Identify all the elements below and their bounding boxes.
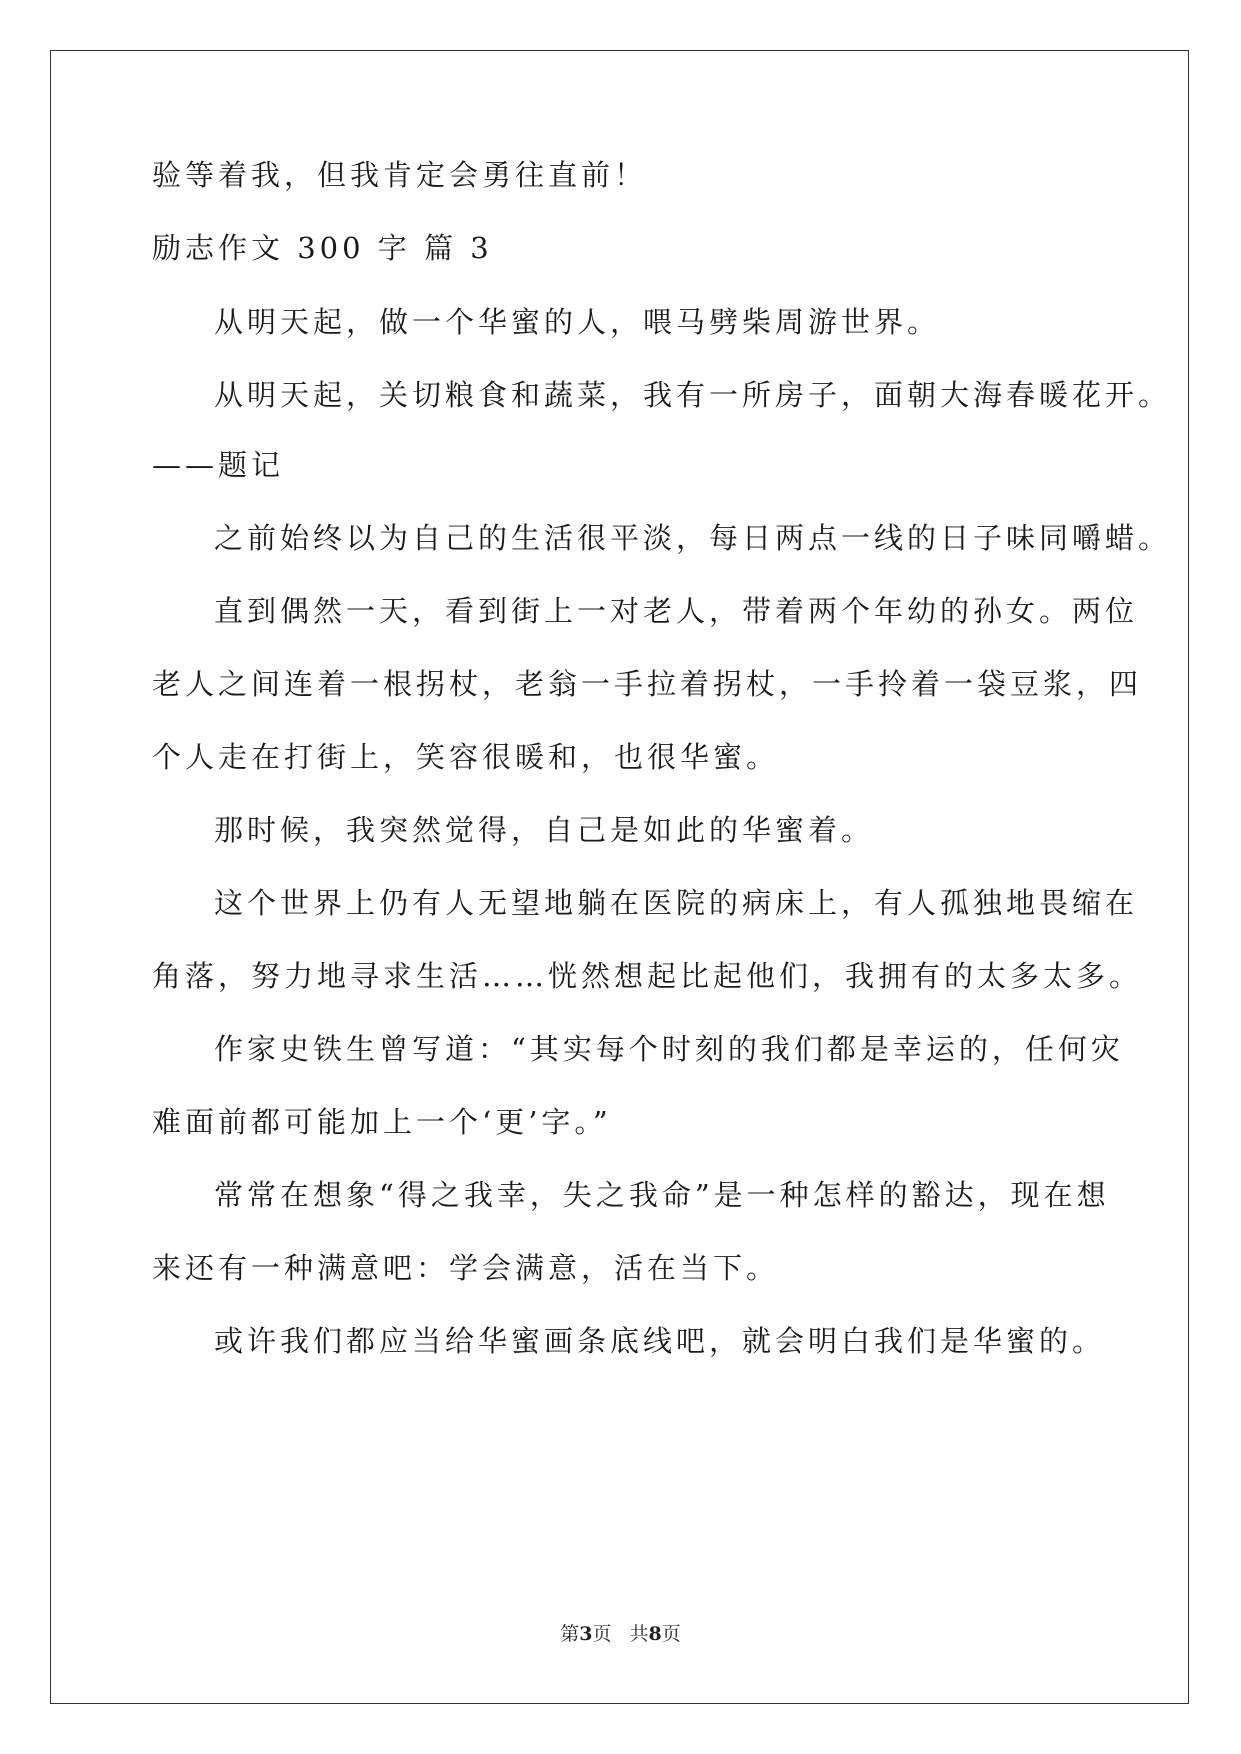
text-line: 那时候，我突然觉得，自己是如此的华蜜着。 (214, 813, 875, 847)
text-line: 个人走在打街上，笑容很暖和，也很华蜜。 (152, 740, 780, 774)
text-line: 老人之间连着一根拐杖，老翁一手拉着拐杖，一手拎着一袋豆浆，四 (152, 667, 1143, 701)
text-line: 作家史铁生曾写道：“其实每个时刻的我们都是幸运的，任何灾 (214, 1032, 1124, 1066)
text-line: 难面前都可能加上一个‘更’字。” (152, 1105, 612, 1139)
total-prefix: 共 (629, 1623, 649, 1645)
page-footer (0, 1622, 1241, 1646)
page-suffix: 页 (592, 1623, 612, 1645)
text-line: 来还有一种满意吧：学会满意，活在当下。 (152, 1251, 780, 1285)
epigraph-attribution: ——题记 (152, 448, 285, 482)
text-line: 直到偶然一天，看到街上一对老人，带着两个年幼的孙女。两位 (214, 594, 1139, 628)
total-suffix: 页 (661, 1623, 681, 1645)
text-line: 这个世界上仍有人无望地躺在医院的病床上，有人孤独地畏缩在 (214, 886, 1139, 920)
text-line: 角落，努力地寻求生活……恍然想起比起他们，我拥有的太多太多。 (152, 959, 1143, 993)
text-line: 常常在想象“得之我幸，失之我命”是一种怎样的豁达，现在想 (214, 1178, 1110, 1212)
page-prefix: 第 (560, 1623, 580, 1645)
total-pages: 8 (648, 1623, 662, 1645)
section-heading: 励志作文 300 字 篇 3 (152, 231, 493, 265)
text-line: 或许我们都应当给华蜜画条底线吧，就会明白我们是华蜜的。 (214, 1324, 1106, 1358)
text-line: 之前始终以为自己的生活很平淡，每日两点一线的日子味同嚼蜡。 (214, 521, 1172, 555)
text-line: 验等着我，但我肯定会勇往直前！ (152, 158, 648, 192)
text-line: 从明天起，关切粮食和蔬菜，我有一所房子，面朝大海春暖花开。 (214, 378, 1172, 412)
text-line: 从明天起，做一个华蜜的人，喂马劈柴周游世界。 (214, 305, 941, 339)
page-number: 3 (579, 1623, 593, 1645)
page-border (50, 50, 1189, 1704)
